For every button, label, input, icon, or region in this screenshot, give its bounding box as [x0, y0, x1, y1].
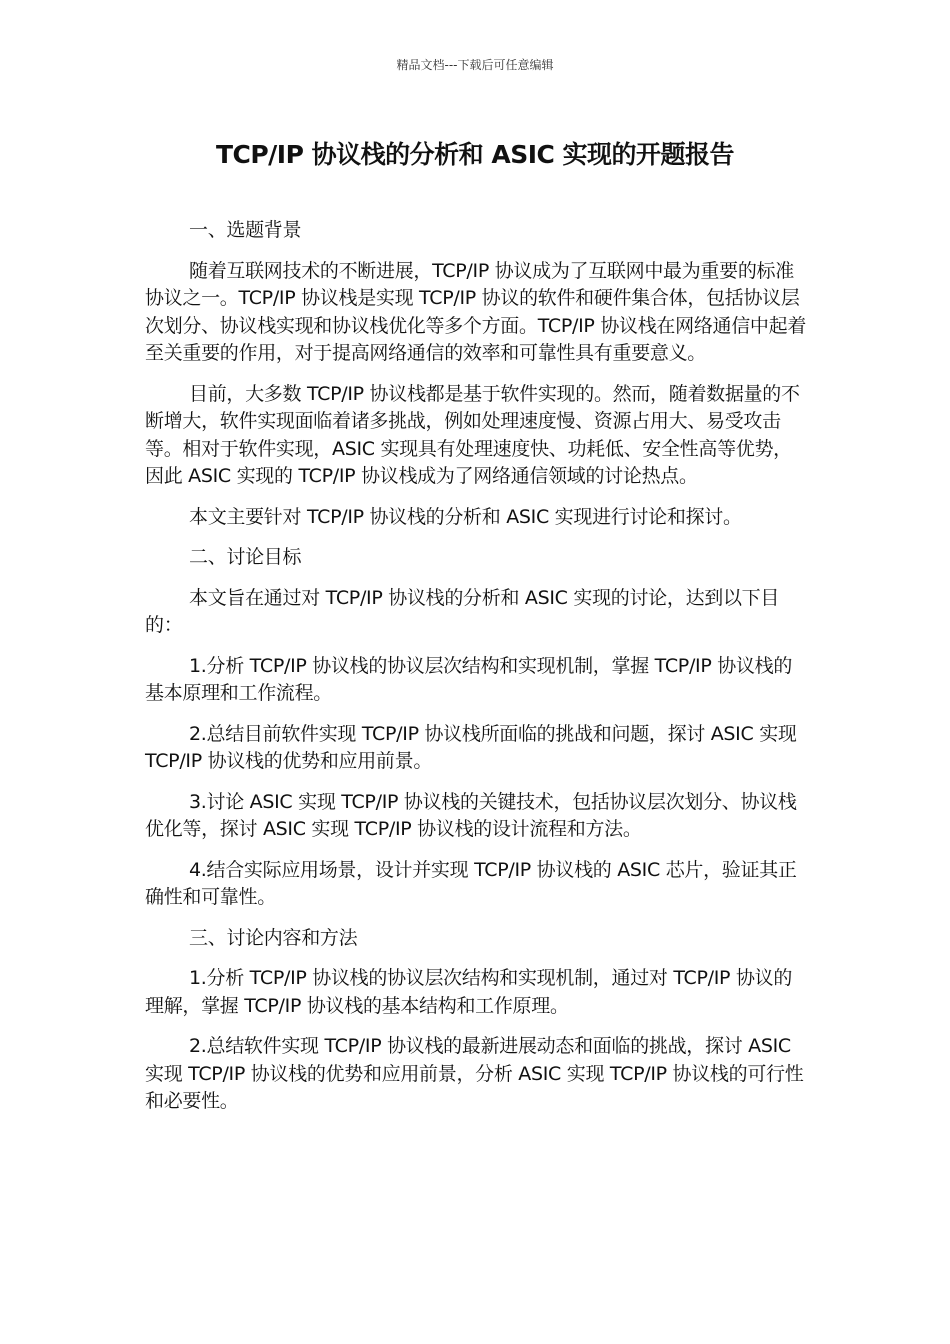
paragraph: 本文旨在通过对 TCP/IP 协议栈的分析和 ASIC 实现的讨论，达到以下目的： [145, 586, 780, 636]
list-item: 2.总结软件实现 TCP/IP 协议栈的最新进展动态和面临的挑战，探讨 ASIC 实现 TCP/IP 协议栈的优势和应用前景，分析 ASIC 实现 TCP/IP 协议栈的可行性和必要性。 [145, 1035, 804, 1112]
section-heading-goals: 二、讨论目标 [189, 546, 302, 568]
paragraph: 随着互联网技术的不断进展，TCP/IP 协议成为了互联网中最为重要的标准协议之一。TCP/IP 协议栈是实现 TCP/IP 协议的软件和硬件集合体，包括协议层次划分、协议栈实现和协议栈优化等多个方面。TCP/IP 协议栈在网络通信中起着至关重要的作用，对于提高网络通信的效率和可靠性具有重要意义。 [145, 259, 807, 364]
list-item: 1.分析 TCP/IP 协议栈的协议层次结构和实现机制，通过对 TCP/IP 协议的理解，掌握 TCP/IP 协议栈的基本结构和工作原理。 [145, 967, 793, 1017]
paragraph: 目前，大多数 TCP/IP 协议栈都是基于软件实现的。然而，随着数据量的不断增大，软件实现面临着诸多挑战，例如处理速度慢、资源占用大、易受攻击等。相对于软件实现，ASIC 实现具有处理速度快、功耗低、安全性高等优势，因此 ASIC 实现的 TCP/IP 协议栈成为了网络通信领域的讨论热点。 [145, 382, 800, 487]
document-body [145, 217, 807, 1129]
document-title: TCP/IP 协议栈的分析和 ASIC 实现的开题报告 [215, 140, 735, 169]
list-item: 3.讨论 ASIC 实现 TCP/IP 协议栈的关键技术，包括协议层次划分、协议栈优化等，探讨 ASIC 实现 TCP/IP 协议栈的设计流程和方法。 [145, 790, 797, 840]
list-item: 4.结合实际应用场景，设计并实现 TCP/IP 协议栈的 ASIC 芯片，验证其正确性和可靠性。 [145, 858, 797, 908]
paragraph: 本文主要针对 TCP/IP 协议栈的分析和 ASIC 实现进行讨论和探讨。 [189, 505, 742, 528]
page-header-note: 精品文档---下载后可任意编辑 [396, 58, 554, 72]
list-item: 2.总结目前软件实现 TCP/IP 协议栈所面临的挑战和问题，探讨 ASIC 实现 TCP/IP 协议栈的优势和应用前景。 [145, 722, 797, 772]
list-item: 1.分析 TCP/IP 协议栈的协议层次结构和实现机制，掌握 TCP/IP 协议栈的基本原理和工作流程。 [145, 654, 793, 704]
section-heading-content-methods: 三、讨论内容和方法 [189, 926, 358, 949]
section-heading-background: 一、选题背景 [189, 219, 302, 241]
